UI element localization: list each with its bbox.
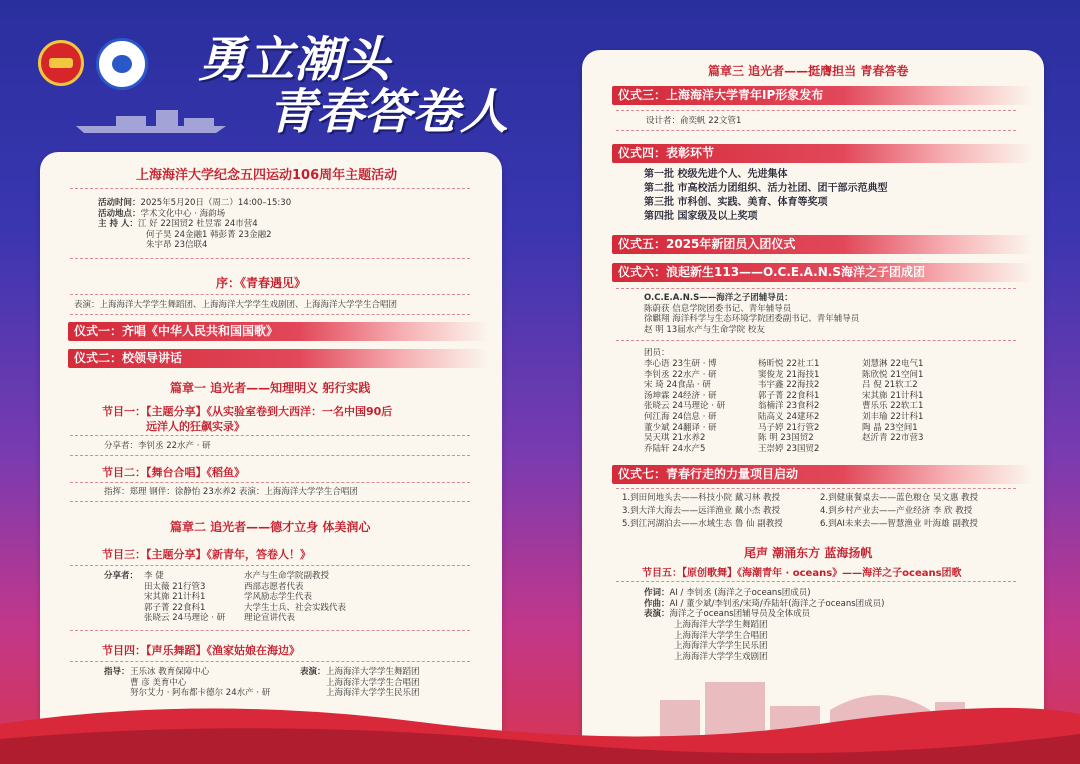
guide-name: 努尔艾力 · 阿布都卡德尔 24水产 · 研: [130, 688, 271, 699]
project: 5.到江河湖泊去——水域生态 鲁 仙 副教授: [622, 519, 783, 529]
prog4-title: 节目四：【声乐舞蹈】《渔家姑娘在海边》: [102, 644, 300, 657]
prog1-sharer: 分享者：李钊丞 22水产 · 研: [104, 441, 211, 451]
credit-value: AI / 李钊丞 (海洋之子oceans团成员): [669, 588, 811, 598]
divider: [70, 482, 470, 483]
member: 翁楠洋 23食科2: [758, 401, 820, 412]
member: 董少斌 24翻译 · 研: [644, 422, 717, 433]
youth-league-emblem-icon: [38, 40, 84, 86]
right-panel: [582, 50, 1044, 764]
performer-group: 上海海洋大学学生戏剧团: [674, 651, 768, 662]
member: 杨昕悦 22社工1: [758, 359, 820, 369]
member: 郭子菁 22食科1: [758, 390, 820, 401]
project: 4.到乡村产业去——产业经济 李 欣 教授: [820, 506, 973, 516]
prog5-credits: [644, 588, 884, 620]
ribbon-wave-icon: [0, 694, 1080, 764]
credit-value: 海洋之子oceans团辅导员及全体成员: [669, 609, 811, 620]
projects-left: [622, 492, 783, 531]
member: 吕 倪 21软工2: [862, 380, 918, 391]
sharer-name: 李 倢: [144, 571, 164, 581]
mentor: 赵 明 13届水产与生命学院 校友: [644, 324, 765, 335]
member: 吴天琪 21水养2: [644, 433, 706, 444]
info-value: 江 好 22国贸2 杜昱霏 24市营4: [137, 219, 258, 230]
prog4-perf-label: 表演：: [300, 667, 326, 677]
info-value: 何子昊 24金融1 韩彭菁 23金融2: [146, 229, 272, 240]
member: 汤坤霖 24经济 · 研: [644, 390, 717, 401]
divider: [70, 565, 470, 566]
divider: [616, 488, 1016, 489]
divider: [616, 288, 1016, 289]
divider: [616, 110, 1016, 111]
divider: [616, 340, 1016, 341]
members-col1: [644, 359, 725, 454]
prog2-title: 节目二：【舞台合唱】《稻鱼》: [102, 466, 245, 479]
credit-label: 表演：: [644, 609, 670, 620]
performer-group: 上海海洋大学学生民乐团: [326, 688, 420, 699]
ceremony6-bar: 仪式六：浪起新生113——O.C.E.A.N.S海洋之子团成团: [612, 263, 1032, 282]
members-col3: [862, 359, 923, 444]
event-info: [98, 198, 291, 251]
prelude-performers: 表演：上海海洋大学学生舞蹈团、上海海洋大学学生戏剧团、上海海洋大学学生合唱团: [74, 300, 398, 310]
divider: [70, 258, 470, 259]
member: 韦宇鑫 22海技2: [758, 380, 820, 391]
divider: [70, 455, 470, 456]
university-logo-icon: [96, 38, 148, 90]
sharer-name: 张晓云 24马理论 · 研: [144, 613, 226, 624]
prog3-label: 分享者：: [104, 571, 139, 581]
info-value: 2025年5月20日（周二）14:00–15:30: [140, 198, 292, 208]
mentor: 陈蔚获 信息学院团委书记、青年辅导员: [644, 303, 792, 314]
oceans-mentors: [644, 293, 859, 335]
members-col2: [758, 359, 819, 454]
sharer-name: 郭子菁 22食科1: [144, 602, 206, 613]
ceremony3-bar: 仪式三：上海海洋大学青年IP形象发布: [612, 86, 1032, 105]
member: 何江海 24信息 · 研: [644, 411, 717, 422]
member: 宋其旆 21计科1: [862, 390, 924, 401]
divider: [70, 630, 470, 631]
poster-title: [198, 34, 508, 138]
member: 曹乐乐 22软工1: [862, 401, 924, 412]
mentor: 徐麒翔 海洋科学与生态环境学院团委副书记、青年辅导员: [644, 314, 860, 325]
credit-label: 作词：: [644, 588, 670, 598]
guide-name: 曹 彦 美育中心: [130, 677, 187, 688]
performer-group: 上海海洋大学学生合唱团: [674, 630, 768, 641]
member: 陶 晶 23空间1: [862, 422, 918, 433]
member: 李钊丞 22水产 · 研: [644, 369, 717, 380]
member: 马子婷 21行管2: [758, 422, 820, 433]
divider: [70, 501, 470, 502]
prelude-title: 序：《青春遇见》: [216, 276, 307, 290]
divider: [616, 581, 1016, 582]
chapter2-title: 篇章二 追光者——德才立身 体美润心: [170, 520, 371, 534]
mentors-heading: O.C.E.A.N.S——海洋之子团辅导员：: [644, 293, 793, 303]
project: 3.到大洋大海去——远洋渔业 戴小杰 教授: [622, 506, 781, 516]
divider: [70, 661, 470, 662]
award-batch: 第四批 国家级及以上奖项: [644, 211, 758, 222]
prog2-credits: 指挥：郑理 钢伴：徐静怡 23水养2 表演：上海海洋大学学生合唱团: [104, 487, 358, 497]
info-value: 学术文化中心 · 海韵场: [140, 208, 226, 219]
chapter3-title: 篇章三 追光者——挺膺担当 青春答卷: [708, 64, 909, 78]
prog1-title-line1: 节目一：【主题分享】《从实验室卷到大西洋：一名中国90后: [102, 405, 393, 418]
performer-group: 上海海洋大学学生舞蹈团: [326, 667, 420, 677]
divider: [70, 188, 470, 189]
credit-label: 作曲：: [644, 598, 670, 609]
member: 陈欣悦 21空间1: [862, 369, 924, 380]
credit-value: AI / 董少斌/李钊丞/宋琦/乔陆轩(海洋之子oceans团成员): [669, 598, 885, 609]
prog1-title-line2: 远洋人的狂飙实录》: [146, 420, 245, 433]
info-label: 活动地点：: [98, 208, 141, 219]
award-batch: 第二批 市高校活力团组织、活力社团、团干部示范典型: [644, 183, 888, 194]
divider: [70, 314, 470, 315]
event-title: 上海海洋大学纪念五四运动106周年主题活动: [136, 168, 398, 183]
ceremony7-bar: 仪式七：青春行走的力量项目启动: [612, 465, 1032, 484]
prog3-title: 节目三：【主题分享】《新青年，答卷人！》: [102, 548, 311, 561]
chapter1-title: 篇章一 追光者——知理明义 躬行实践: [170, 381, 371, 395]
ceremony5-bar: 仪式五：2025年新团员入团仪式: [612, 235, 1032, 254]
prog3-names: [144, 571, 225, 624]
title-line1: 勇立潮头: [198, 32, 391, 88]
ceremony4-bar: 仪式四：表彰环节: [612, 144, 1032, 163]
prog5-title: 节目五：【原创歌舞】《海潮青年 · oceans》——海洋之子oceans团歌: [642, 568, 962, 579]
member: 陈 明 23国贸2: [758, 433, 814, 444]
member: 刘丰瑜 22计科1: [862, 411, 924, 422]
performer-group: 上海海洋大学学生舞蹈团: [674, 620, 768, 630]
sharer-role: 水产与生命学院副教授: [244, 571, 330, 581]
members-label: 团员：: [644, 348, 670, 358]
guide-name: 王乐冰 教育保障中心: [130, 667, 210, 677]
info-label: 活动时间：: [98, 198, 141, 208]
performer-group: 上海海洋大学学生合唱团: [326, 677, 420, 688]
info-value: 朱宇昂 23信联4: [146, 240, 208, 251]
left-panel: [40, 152, 502, 764]
sharer-role: 西部志愿者代表: [244, 581, 304, 592]
header: [38, 34, 538, 149]
sharer-role: 大学生士兵、社会实践代表: [244, 602, 347, 613]
divider: [70, 294, 470, 295]
prog3-roles: [244, 571, 346, 624]
ceremony2-bar: 仪式二：校领导讲话: [68, 349, 488, 368]
member: 窦俊龙 21海技1: [758, 369, 820, 380]
member: 乔陆轩 24水产5: [644, 443, 706, 454]
award-batches: [644, 168, 887, 224]
divider: [616, 130, 1016, 131]
project: 2.到健康餐桌去——蓝色粮仓 吴文惠 教授: [820, 493, 979, 503]
sharer-name: 宋其旆 21计科1: [144, 592, 206, 603]
prog4-guide-label: 指导：: [104, 667, 130, 677]
ip-designer: 设计者：俞奕帆 22文管1: [646, 116, 742, 126]
member: 王崇婷 23国贸2: [758, 443, 820, 454]
ceremony1-bar: 仪式一：齐唱《中华人民共和国国歌》: [68, 322, 488, 341]
projects-right: [820, 492, 978, 531]
member: 刘慧淋 22电气1: [862, 359, 924, 369]
info-label: 主 持 人：: [98, 219, 138, 230]
project: 6.到AI未来去——智慧渔业 叶海雄 副教授: [820, 519, 978, 529]
member: 赵沂青 22市营3: [862, 433, 924, 444]
performer-group: 上海海洋大学学生民乐团: [674, 641, 768, 652]
award-batch: 第三批 市科创、实践、美育、体育等奖项: [644, 197, 828, 208]
sharer-name: 田太薇 21行管3: [144, 581, 206, 592]
prog5-performers: [674, 620, 768, 662]
title-line2: 青春答卷人: [268, 84, 509, 140]
member: 陆高义 24建环2: [758, 411, 820, 422]
divider: [70, 435, 470, 436]
sharer-role: 理论宣讲代表: [244, 613, 296, 624]
member: 张晓云 24马理论 · 研: [644, 401, 726, 412]
award-batch: 第一批 校级先进个人、先进集体: [644, 169, 788, 180]
epilogue-title: 尾声 潮涌东方 蓝海扬帆: [744, 546, 873, 560]
member: 宋 琦 24食品 · 研: [644, 380, 711, 391]
member: 李心语 23生研 · 博: [644, 359, 717, 369]
project: 1.到田间地头去——科技小院 戴习林 教授: [622, 493, 781, 503]
sharer-role: 学风励志学生代表: [244, 592, 313, 603]
